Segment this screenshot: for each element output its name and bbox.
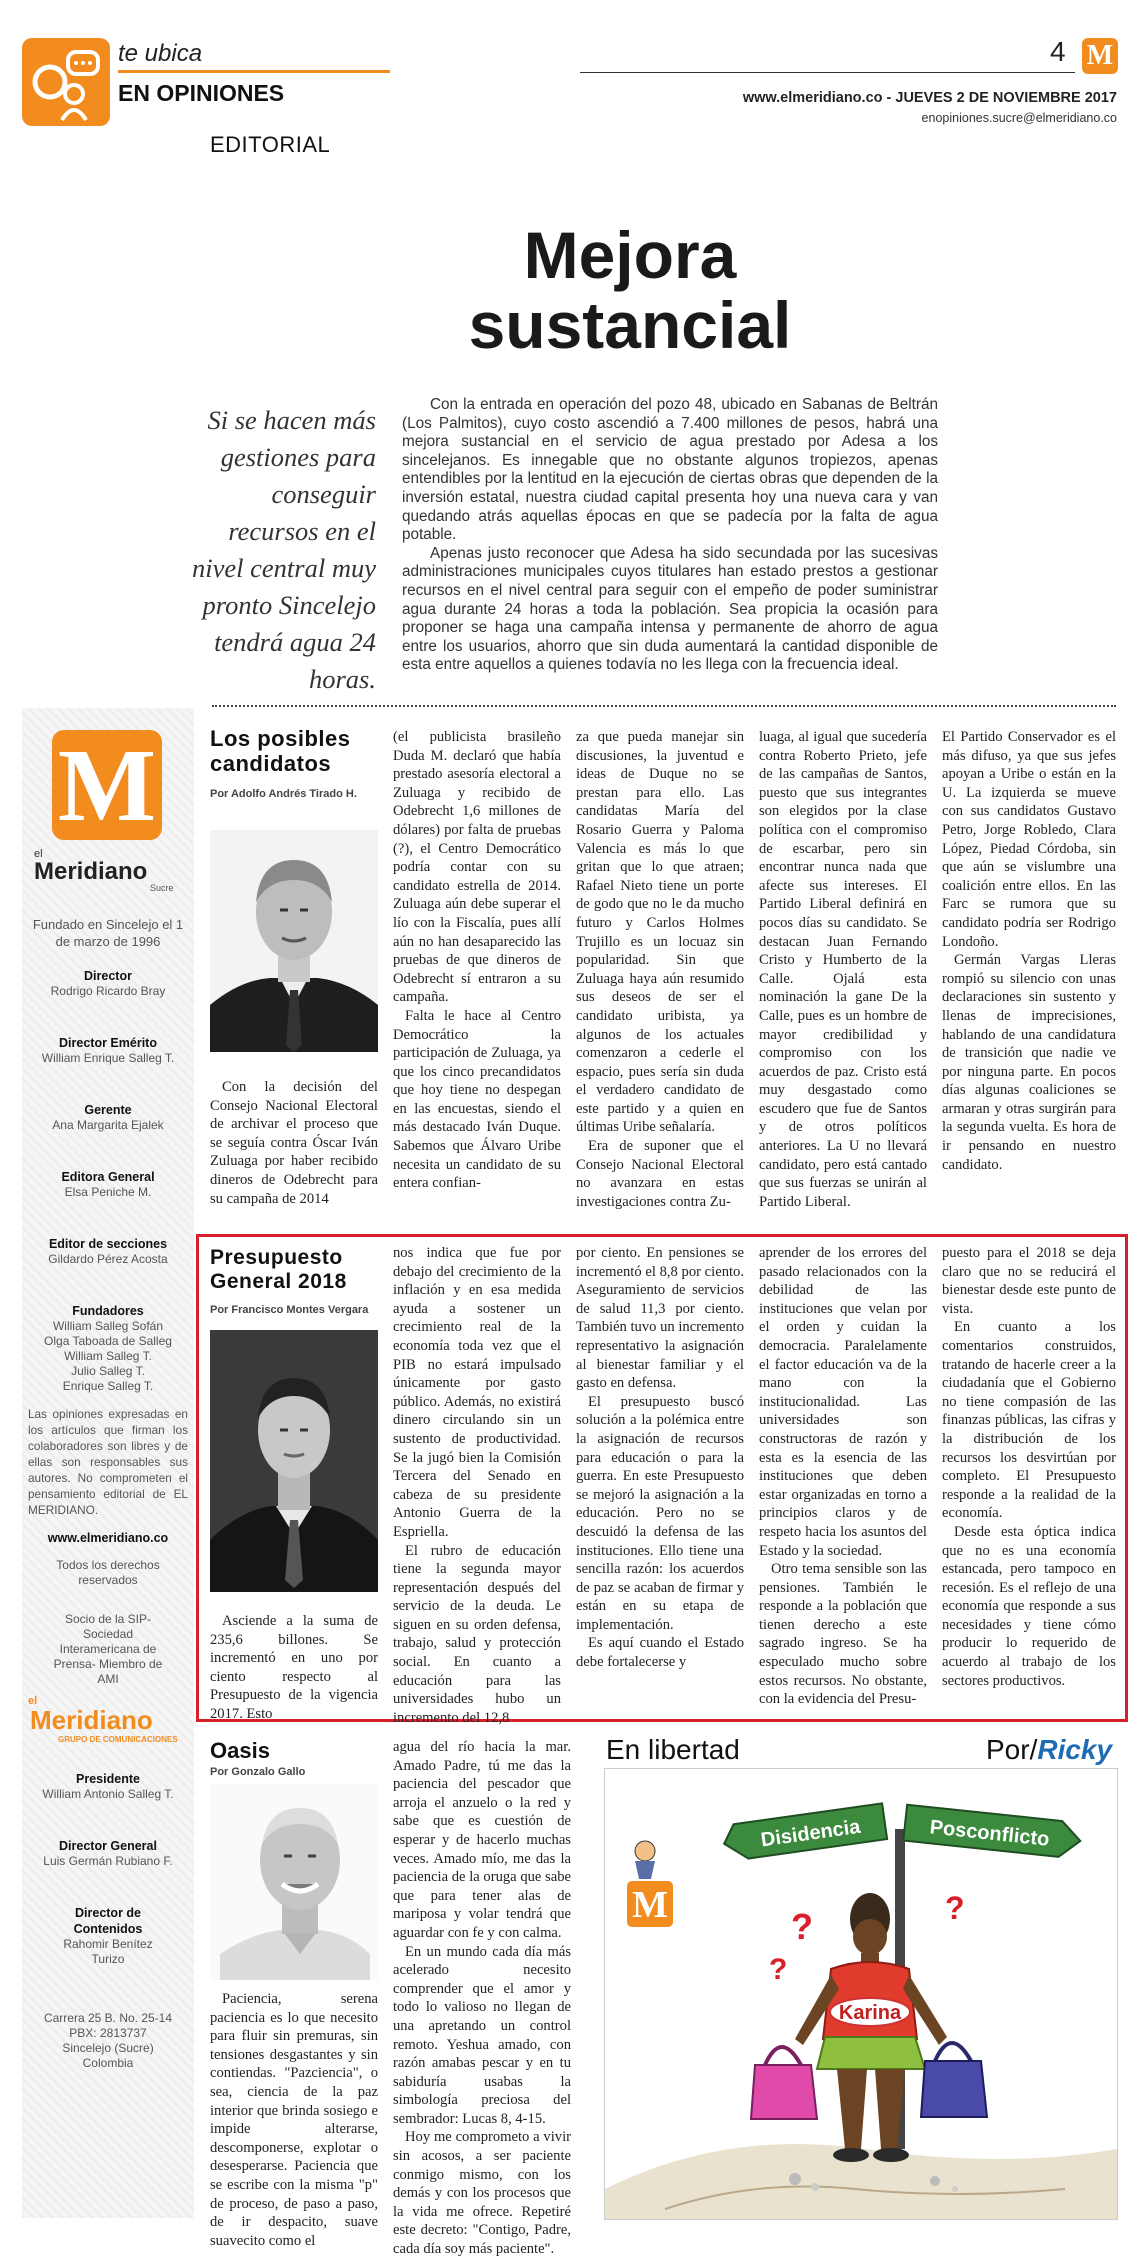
role-name: Olga Taboada de Salleg [44, 1334, 172, 1348]
article-paragraph: En un mundo cada día más acelerado necesito comprender que el amor y todo lo valioso no llegan de una apretando un control remoto. Yeshua amado, con razón amabas pescar y en tu sabiduría usabas la simbología preciosa del sembrador: Lucas 8, 4-15. [393, 1943, 571, 2127]
article-paragraph: nos indica que fue por debajo del crecimiento de la inflación y en esa medida ayuda a sostener un crecimiento real de la economía toda vez que el PIB no estará impulsado únicamente por gasto público. Además, no existirá dinero circulando sin un sustento de productividad. Se la jugó bien la Comisión Tercera del Senado en cabeza de su presidente Antonio Guerra de la Espriella. [393, 1245, 561, 1540]
masthead-logo-letter: M [57, 728, 157, 843]
contact-email[interactable]: enopiniones.sucre@elmeridiano.co [921, 111, 1117, 125]
question-mark: ? [791, 1906, 813, 1947]
article2-column [759, 1244, 927, 1714]
masthead-logo-icon [52, 728, 162, 843]
role-block [28, 1905, 188, 1967]
role-block [28, 1035, 188, 1066]
article2-author-photo [210, 1330, 378, 1592]
editorial-pull-quote: Si se hacen más gestiones para conseguir recursos en el nivel central muy pronto Sincelejo tendrá agua 24 horas. [192, 405, 376, 694]
article-paragraph: Otro tema sensible son las pensiones. También le responde a la población que tienen derecho a este sagrado ingreso. Se ha especulado mucho sobre estos recursos. No obstante, con la evidencia del Presu- [759, 1561, 927, 1708]
role-name: William Salleg Sofán [52, 1319, 164, 1333]
address-line: PBX: 2813737 [69, 2026, 147, 2040]
article1-byline: Por Adolfo Andrés Tirado H. [210, 788, 357, 800]
page-number: 4 [1050, 36, 1066, 67]
section-sublabel: EDITORIAL [210, 132, 331, 157]
article-paragraph: za que pueda manejar sin discusiones, la juventud e ideas de Duque no se prestan para ello. Las candidatas María del Rosario Guerra y Paloma Valencia es más lo que gritan que lo que atraen; Rafael Nieto tiene un porte de godo que no le da mucho futuro y Carlos Holmes Trujillo es un locuaz sin popularidad. Sin que Zuluaga haya aún resumido sus deseos de ser el candidato uribista, ya algunos de los actuales comenzaron a cederle el espacio, pues sería sin duda el verdadero candidato de este partido y a quien en últimas Uribe señalaría. [576, 729, 744, 1136]
founded-note: Fundado en Sincelejo el 1 de marzo de 1996 [32, 917, 184, 949]
role-block [28, 1236, 188, 1267]
question-mark: ? [945, 1890, 965, 1926]
role-name: William Antonio Salleg T. [42, 1787, 174, 1801]
article1-column [942, 728, 1116, 1216]
cartoon-credit-prefix: Por/ [986, 1734, 1038, 1765]
group-logo-name: Meridiano [30, 1705, 153, 1735]
role-block [28, 968, 188, 999]
role-title: Editor de secciones [48, 1237, 168, 1251]
kicker-rule [118, 70, 390, 73]
article3-byline: Por Gonzalo Gallo [210, 1766, 306, 1778]
article-paragraph: El Partido Conservador es el más difuso, ya que sus jefes apoyan a Uribe o están en la U. La izquierda se mueve con sus candidatos Gustavo Petro, Jorge Robledo, Clara López, Piedad Córdoba, sin que aún se vislumbre una coalición entre ellos. En las Farc se rumora que su candidato podría ser Rodrigo Londoño. [942, 729, 1116, 950]
editorial-divider [212, 705, 1116, 707]
role-name: Gildardo Pérez Acosta [48, 1252, 168, 1266]
article3-title: Oasis [210, 1738, 270, 1763]
role-title: Fundadores [72, 1304, 144, 1318]
shirt-text: Karina [838, 2002, 902, 2024]
article-paragraph: El rubro de educación tiene la segunda mayor representación después del servicio de la deuda. Le siguen en su orden defensa, trabajo, salud y protección social. En cuanto a educación para las universidades hubo un incremento del 12,8 [393, 1542, 561, 1726]
sign-left-text: Disidencia [759, 1815, 862, 1852]
address-block [28, 2011, 188, 2071]
cartoon-title: En libertad [606, 1734, 740, 1765]
article2-column [393, 1244, 561, 1726]
address-line: Carrera 25 B. No. 25-14 [43, 2011, 173, 2025]
address-line: Sincelejo (Sucre) [62, 2041, 154, 2055]
article1-title: Los posibles candidatos [210, 726, 351, 776]
editorial-cartoon [604, 1768, 1118, 2220]
cartoon-credit [986, 1734, 1112, 1766]
article-paragraph: Es aquí cuando el Estado debe fortalecerse y [576, 1635, 744, 1671]
article-paragraph: El presupuesto buscó solución a la polémica entre la asignación de recursos para educación o para la guerra. En este Presupuesto se mejoró la asignación a la educación. Pero no se descuidó la defensa de las instituciones. Ello tiene una sencilla razón: los acuerdos de paz se acaban de firmar y están en su etapa de implementación. [576, 1393, 744, 1633]
editorial-paragraph: Con la entrada en operación del pozo 48, ubicado en Sabanas de Beltrán (Los Palmitos), cuyo costo ascendió a 7.400 millones de pesos, habrá una mejora sustancial en el servicio de agua prestado por Adesa a los sincelejanos. Es innegable que no obstante algunos tropiezos, apenas entendibles por la lentitud en la ejecución de ciertas obras que dependen de la inversión estatal, nuestra ciudad capital presenta hoy una nueva cara y van quedando atrás aquellas épocas en que se padecía por la falta de agua potable. [402, 396, 938, 544]
article-paragraph: aprender de los errores del pasado relacionados con la debilidad de las instituciones que velan por el orden y cuidan la democracia. Paralelamente el factor educación va de la mano con la institucionalidad. Las universidades son constructoras de razón y esta es la esencia de las instituciones que deben estar organizadas en torno a principios claros y de respeto hacia los asuntos del Estado y la sociedad. [759, 1245, 927, 1559]
article-paragraph: puesto para el 2018 se deja claro que no se reducirá el bienestar desde este punto de vista. [942, 1245, 1116, 1317]
sign-right-text: Posconflicto [928, 1816, 1051, 1851]
section-logo-icon [22, 38, 110, 126]
article-paragraph: Paciencia, serena paciencia es lo que necesito para fluir sin premuras, sin tensiones desgastantes y sin contiendas. "Pazciencia", o sea, ciencia de la paz interior que brinda sosiego e impide alterarse, descomponerse, explotar o desesperarse. Paciencia que se escribe con la misma "p" de proceso, de paso a paso, de ir despacito, suave suavecito como el [210, 1991, 378, 2249]
article-paragraph: luaga, al igual que sucedería contra Roberto Prieto, jefe de las campañas de Santos, puesto que sus integrantes son elegidos por la clase política con el compromiso de escarbar, pero sin encontrar nunca nada que afecte sus intereses. El Partido Liberal definirá en pocos días su candidato. Se destacan Juan Fernando Cristo y Humberto de la Calle. Ojalá esta nominación la gane De la Calle, pues es un hombre de mayor credibilidad y compromiso con los acuerdos de paz. Cristo está muy desgastado como escudero que fue de Santos y de otros políticos anteriores. La U no llevará candidato, pero está cantado que sus fuerzas se unirán al Partido Liberal. [759, 729, 927, 1210]
brand-logo-letter: M [1086, 40, 1114, 71]
question-mark: ? [769, 1953, 788, 1986]
role-name: Enrique Salleg T. [62, 1379, 154, 1393]
role-name: Luis Germán Rubiano F. [43, 1854, 173, 1868]
role-title: Director de Contenidos [73, 1906, 143, 1936]
group-logo-small: el [28, 1695, 38, 1707]
article1-column [210, 1078, 378, 1214]
article1-column [759, 728, 927, 1216]
role-block [28, 1303, 188, 1394]
section-kicker: te ubica [118, 40, 203, 67]
role-name: William Enrique Salleg T. [41, 1051, 175, 1065]
role-block [28, 1102, 188, 1133]
article3-author-photo [210, 1784, 378, 1980]
article-paragraph: por ciento. En pensiones se incrementó el 8,8 por ciento. Aseguramiento de servicios de salud 11,3 por ciento. También tuvo un incremento representativo la asignación al bienestar familiar y el gasto en defensa. [576, 1245, 744, 1392]
cartoon-credit-name: Ricky [1037, 1734, 1113, 1765]
group-logo-tag: GRUPO DE COMUNICACIONES [58, 1735, 178, 1744]
role-name: Julio Salleg T. [71, 1364, 145, 1378]
editorial-title [380, 220, 880, 360]
site-and-date: www.elmeridiano.co - JUEVES 2 DE NOVIEMBRE 2017 [742, 90, 1117, 106]
editorial-paragraph: Apenas justo reconocer que Adesa ha sido secundada por las sucesivas administraciones municipales cuyos titulares han estado prestos a gestionar recursos en el nivel central para seguir con el empeño de poder suministrar agua durante 24 horas a toda la población. Sea propicia la ocasión para proponer se haga una campaña intensa y permanente de ahorro de agua entre los usuarios, ahorro que sin duda aumentará la cantidad disponible de esta entre aquellos a quienes todavía no les llega con la frecuencia ideal. [402, 544, 938, 674]
role-name: Rodrigo Ricardo Bray [50, 984, 166, 998]
role-name: Rahomir Benítez Turizo [63, 1937, 153, 1966]
article-paragraph: Era de suponer que el Consejo Nacional Electoral no avanzara en estas investigaciones contra Zu- [576, 1138, 744, 1210]
article-paragraph: (el publicista brasileño Duda M. declaró que había prestado asesoría electoral a Zuluaga y recibido de Odebrecht 1,6 millones de dólares) por falta de pruebas (?), el Centro Democrático podría contar con su candidato estrella de 2014. Zuluaga aún debe superar el lío con la Fiscalía, pues allí aún no han desaparecido las pruebas de que dineros de Odebrecht sí entraron a su campaña. [393, 729, 561, 1006]
masthead-roles [28, 968, 188, 2071]
cartoon-badge-letter: M [632, 1884, 668, 1926]
article3-column [210, 1990, 378, 2249]
editorial-title-line1: Mejora [523, 218, 737, 292]
masthead-sidebar [22, 708, 194, 2218]
role-name: Ana Margarita Ejalek [52, 1118, 164, 1132]
role-block [28, 1771, 188, 1802]
role-block [28, 1169, 188, 1200]
article2-title: Presupuesto General 2018 [210, 1246, 347, 1293]
article-paragraph: Falta le hace al Centro Democrático la participación de Zuluaga, ya que los cinco precandidatos que hoy tiene no despegan en las encuestas, siendo el más destacado Iván Duque. Sabemos que Álvaro Uribe necesita un candidato de su entera confian- [393, 1007, 561, 1192]
disclaimer: Las opiniones expresadas en los artículos que firman los colaboradores son libres y de ellas son responsables sus autores. No comprometen el pensamiento editorial de EL MERIDIANO. [28, 1407, 188, 1517]
article1-author-photo [210, 830, 378, 1052]
header-rule [580, 72, 1075, 73]
article1-column [393, 728, 561, 1216]
article2-column [210, 1612, 378, 1722]
article1-column [576, 728, 744, 1216]
role-name: Elsa Peniche M. [64, 1185, 152, 1199]
article-paragraph: Con la decisión del Consejo Nacional Electoral de archivar el proceso que se seguía contra Óscar Iván Zuluaga por haber recibido dineros de Odebrecht para su campaña de 2014 [210, 1079, 378, 1207]
editorial-title-line2: sustancial [468, 288, 792, 362]
role-title: Director Emérito [59, 1036, 157, 1050]
group-logo [28, 1695, 188, 1747]
address-line: Colombia [82, 2056, 134, 2070]
article-paragraph: Hoy me comprometo a vivir sin acosos, a ser paciente conmigo mismo, con los demás y con los procesos que la vida me ofrece. Repetiré este decreto: "Contigo, Padre, cada día soy más paciente". [393, 2129, 571, 2258]
role-title: Editora General [61, 1170, 155, 1184]
role-title: Director [84, 969, 132, 983]
editorial-body [402, 396, 938, 675]
article-paragraph: agua del río hacia la mar. Amado Padre, tú me das la paciencia del pescador que arroja el anzuelo o la red y sabe que es cuestión de esperar y de hacerlo muchas veces. Amado mío, me das la paciencia de la oruga que sabe que para tener alas de mariposa y volar tendrá que aguardar con fe y con calma. [393, 1739, 571, 1941]
role-title: Presidente [76, 1772, 140, 1786]
article-paragraph: En cuanto a los comentarios construidos, tratando de hacerle creer a la ciudadanía que el Gobierno no tiene compasión de las finanzas públicas, las cifras y la distribución de los recursos los desvirtúan por completo. El Presupuesto responde a la realidad de la economía. [942, 1319, 1116, 1522]
role-name: William Salleg T. [64, 1349, 152, 1363]
membership-note: Socio de la SIP-Sociedad Interamericana de Prensa- Miembro de AMI [53, 1612, 163, 1686]
sidebar-website[interactable]: www.elmeridiano.co [47, 1531, 169, 1545]
article2-column [942, 1244, 1116, 1714]
masthead-logo-small: el [34, 848, 43, 860]
article2-column [576, 1244, 744, 1714]
brand-logo-icon [1082, 38, 1118, 74]
role-title: Gerente [84, 1103, 132, 1117]
masthead-logo-tag: Sucre [150, 883, 174, 893]
article2-byline: Por Francisco Montes Vergara [210, 1304, 369, 1316]
article-paragraph: Germán Vargas Lleras rompió su silencio con unas declaraciones sin sustento y llenas de imprecisiones, hablando de una candidatura de transición que nadie ve por ninguna parte. En pocos días algunas coaliciones se armaran y otras surgirán para la segunda vuelta. Es hora de ir pensando en nuestro candidato. [942, 952, 1116, 1173]
role-title: Director General [59, 1839, 157, 1853]
article-paragraph: Asciende a la suma de 235,6 billones. Se incrementó en uno por ciento respecto al Presupuesto de la vigencia 2017. Esto [210, 1613, 378, 1722]
rights-note: Todos los derechos reservados [56, 1558, 160, 1587]
section-name: EN OPINIONES [118, 80, 285, 106]
masthead-logo-name: Meridiano [34, 858, 148, 885]
role-block [28, 1838, 188, 1869]
article-paragraph: Desde esta óptica indica que no es una economía estancada, pero tampoco en recesión. Es el reflejo de una economía que responde a sus necesidades y tiene cómo producir lo requerido de acuerdo al trabajo de los sectores productivos. [942, 1523, 1116, 1689]
article3-column [393, 1738, 571, 2258]
